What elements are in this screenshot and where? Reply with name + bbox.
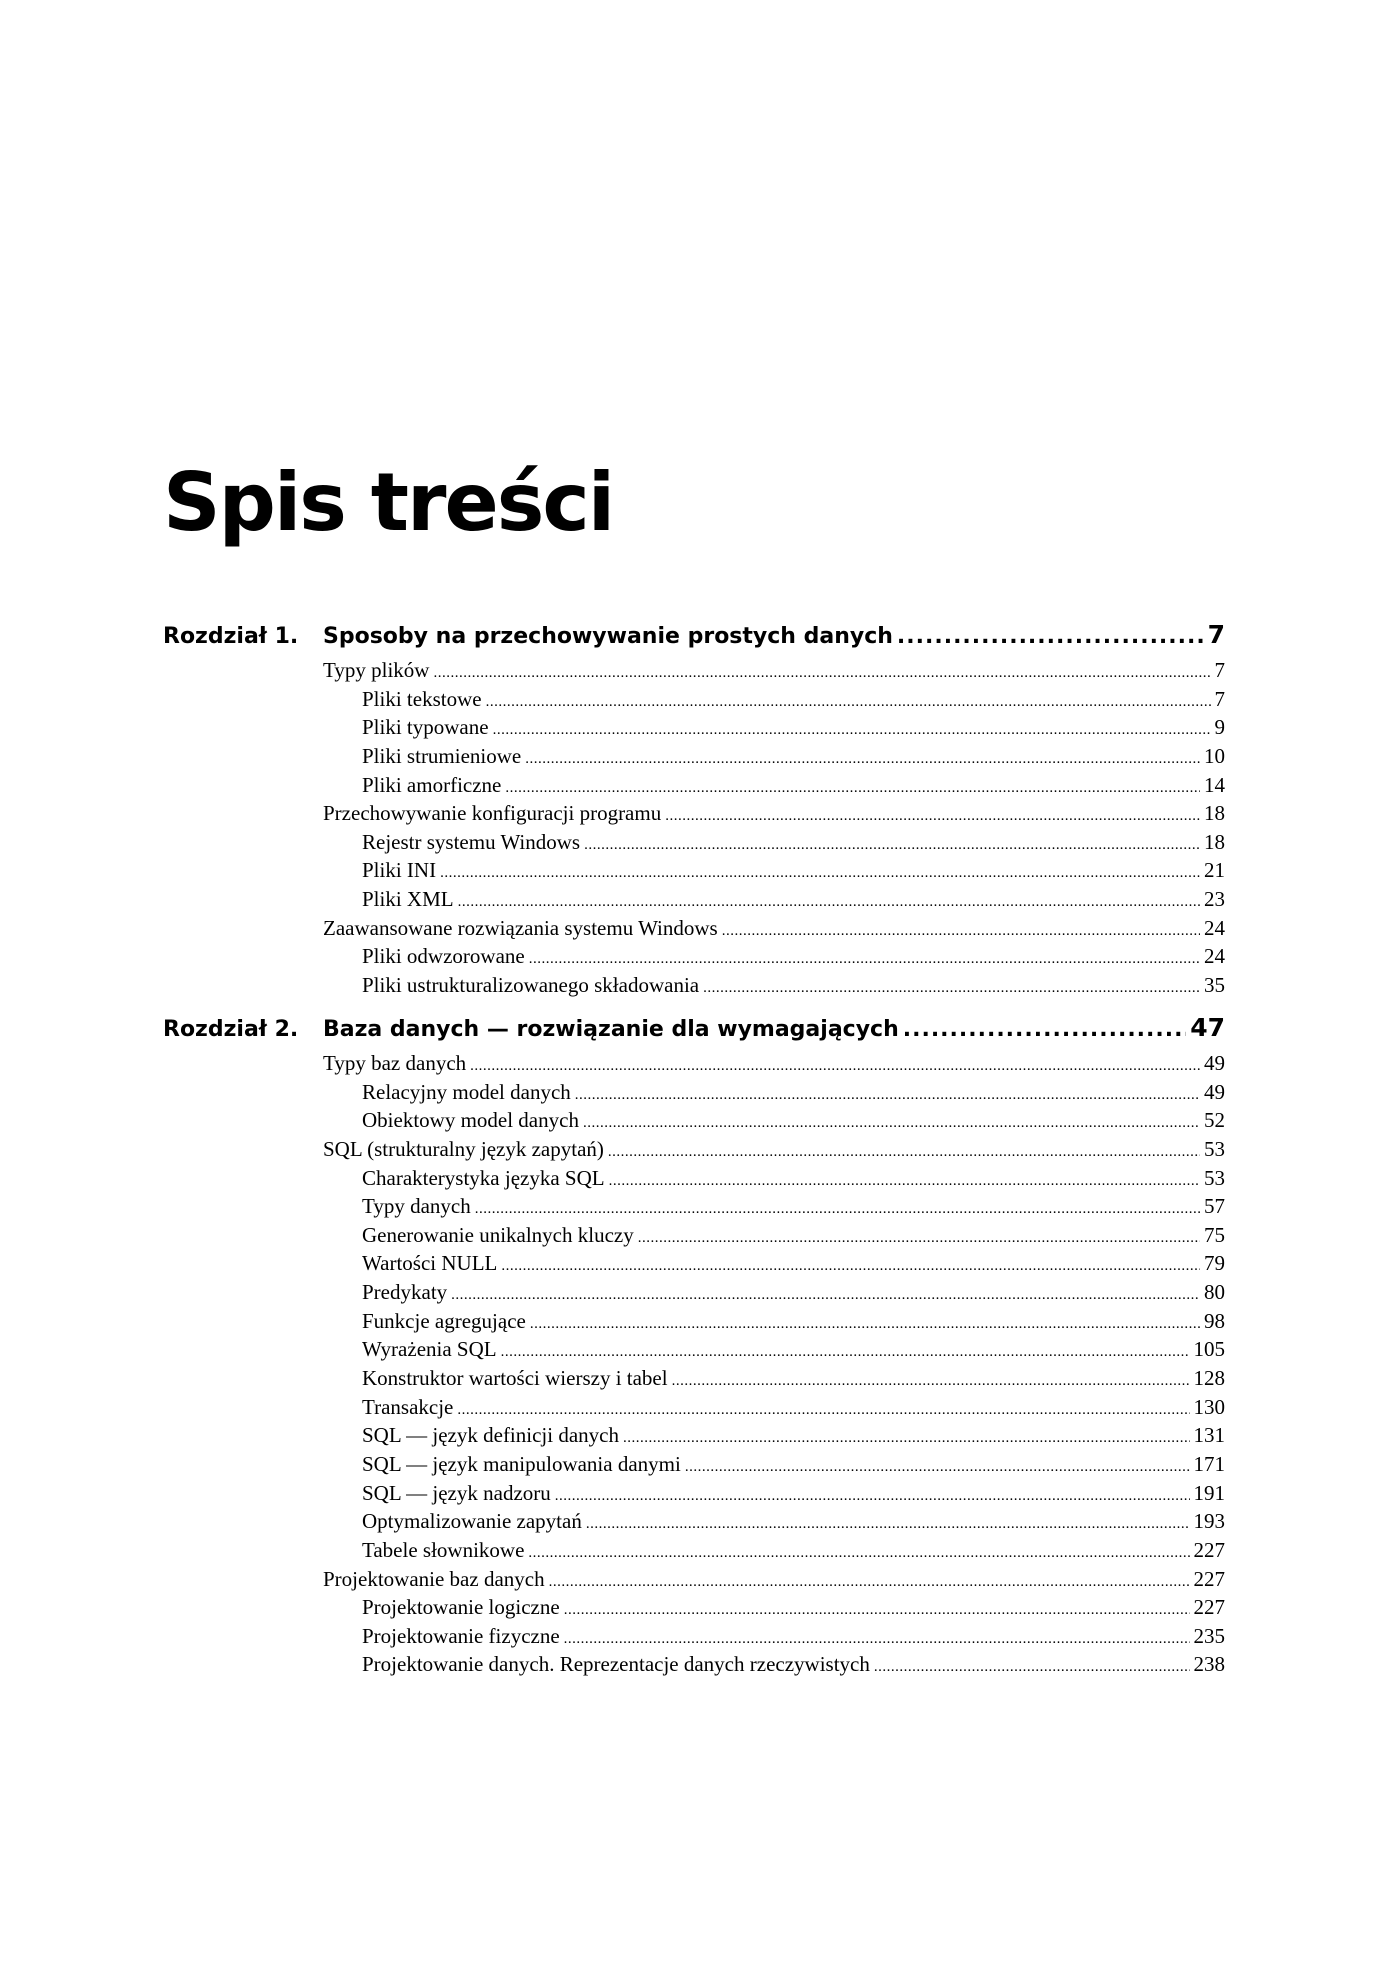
toc-subsection-entry[interactable]	[362, 1652, 1225, 1681]
dot-leader	[623, 1430, 1190, 1447]
dot-leader	[433, 665, 1210, 682]
entry-title: Pliki strumieniowe	[362, 743, 522, 768]
toc-subsection-entry[interactable]	[362, 1108, 1225, 1137]
entry-title: Konstruktor wartości wierszy i tabel	[362, 1366, 668, 1391]
entry-title: SQL — język definicji danych	[362, 1423, 619, 1448]
entry-page-number: 128	[1193, 1366, 1225, 1391]
entry-title: Pliki XML	[362, 887, 454, 912]
toc-subsection-entry[interactable]	[362, 1194, 1225, 1223]
dot-leader	[609, 1173, 1200, 1190]
entry-title: Projektowanie fizyczne	[362, 1623, 560, 1648]
toc-subsection-entry[interactable]	[362, 944, 1225, 973]
entry-title: Obiektowy model danych	[362, 1108, 579, 1133]
entry-page-number: 14	[1204, 772, 1225, 797]
dot-leader	[722, 923, 1200, 940]
dot-leader	[897, 624, 1204, 649]
toc-subsection-entry[interactable]	[362, 1166, 1225, 1195]
toc-subsection-entry[interactable]	[362, 973, 1225, 1002]
entry-title: Predykaty	[362, 1280, 448, 1305]
dot-leader	[475, 1201, 1200, 1218]
toc-subsection-entry[interactable]	[362, 1452, 1225, 1481]
entry-page-number: 9	[1214, 715, 1225, 740]
chapter-page-number: 47	[1190, 1013, 1225, 1042]
entry-page-number: 35	[1204, 973, 1225, 998]
entry-page-number: 21	[1204, 858, 1225, 883]
entry-title: Projektowanie logiczne	[362, 1595, 560, 1620]
toc-subsection-entry[interactable]	[362, 1337, 1225, 1366]
toc-subsection-entry[interactable]	[362, 687, 1225, 716]
entry-page-number: 75	[1204, 1222, 1225, 1247]
entry-page-number: 80	[1204, 1280, 1225, 1305]
toc-section-entry[interactable]	[323, 916, 1225, 945]
entry-page-number: 49	[1204, 1051, 1225, 1075]
entry-title: SQL — język manipulowania danymi	[362, 1451, 681, 1476]
entry-title: SQL (strukturalny język zapytań)	[323, 1136, 604, 1161]
chapter-number: Rozdział 2.	[163, 1017, 299, 1042]
dot-leader	[440, 865, 1200, 882]
entry-page-number: 98	[1204, 1308, 1225, 1333]
entry-page-number: 23	[1204, 887, 1225, 912]
entry-page-number: 130	[1193, 1394, 1225, 1419]
toc-subsection-entry[interactable]	[362, 744, 1225, 773]
entry-page-number: 24	[1204, 944, 1225, 969]
dot-leader	[501, 1258, 1200, 1275]
dot-leader	[564, 1602, 1190, 1619]
toc-subsection-entry[interactable]	[362, 1509, 1225, 1538]
entry-title: Pliki typowane	[362, 715, 489, 740]
dot-leader	[458, 894, 1200, 911]
toc-subsection-entry[interactable]	[362, 1223, 1225, 1252]
entry-title: Przechowywanie konfiguracji programu	[323, 801, 662, 826]
entry-title: Wyrażenia SQL	[362, 1337, 497, 1362]
dot-leader	[486, 694, 1211, 711]
toc-subsection-entry[interactable]	[362, 1538, 1225, 1567]
entry-title: Optymalizowanie zapytań	[362, 1509, 582, 1534]
entry-page-number: 53	[1204, 1136, 1225, 1161]
entry-page-number: 79	[1204, 1251, 1225, 1276]
dot-leader	[903, 1017, 1186, 1042]
entry-page-number: 227	[1193, 1566, 1225, 1591]
chapter-heading[interactable]	[163, 620, 1225, 658]
dot-leader	[501, 1344, 1190, 1361]
dot-leader	[529, 951, 1200, 968]
entry-title: Pliki amorficzne	[362, 772, 502, 797]
dot-leader	[685, 1459, 1190, 1476]
entry-page-number: 18	[1204, 801, 1225, 826]
chapter-2	[163, 1013, 1225, 1681]
toc-subsection-entry[interactable]	[362, 1624, 1225, 1653]
entry-page-number: 18	[1204, 829, 1225, 854]
dot-leader	[586, 1516, 1190, 1533]
toc-subsection-entry[interactable]	[362, 1309, 1225, 1338]
dot-leader	[470, 1058, 1200, 1075]
toc-subsection-entry[interactable]	[362, 1366, 1225, 1395]
toc-subsection-entry[interactable]	[362, 858, 1225, 887]
entry-title: Pliki INI	[362, 858, 437, 883]
toc-subsection-entry[interactable]	[362, 1423, 1225, 1452]
toc-subsection-entry[interactable]	[362, 1280, 1225, 1309]
entry-page-number: 53	[1204, 1165, 1225, 1190]
entry-title: Rejestr systemu Windows	[362, 829, 581, 854]
toc-section-entry[interactable]	[323, 801, 1225, 830]
chapter-page-number: 7	[1207, 620, 1225, 649]
dot-leader	[874, 1659, 1190, 1676]
entry-page-number: 57	[1204, 1194, 1225, 1219]
entry-title: Transakcje	[362, 1394, 454, 1419]
entry-page-number: 131	[1193, 1423, 1225, 1448]
toc-subsection-entry[interactable]	[362, 1395, 1225, 1424]
entry-title: Pliki odwzorowane	[362, 944, 525, 969]
toc-subsection-entry[interactable]	[362, 1080, 1225, 1109]
entry-title: Pliki tekstowe	[362, 686, 482, 711]
toc-subsection-entry[interactable]	[362, 830, 1225, 859]
dot-leader	[564, 1631, 1190, 1648]
dot-leader	[457, 1402, 1189, 1419]
dot-leader	[703, 980, 1200, 997]
toc-subsection-entry[interactable]	[362, 1251, 1225, 1280]
dot-leader	[530, 1316, 1200, 1333]
toc-section-entry[interactable]	[323, 658, 1225, 687]
entry-title: Typy baz danych	[323, 1051, 467, 1075]
toc-section-entry[interactable]	[323, 1051, 1225, 1080]
dot-leader	[638, 1230, 1200, 1247]
entry-title: Typy danych	[362, 1194, 471, 1219]
toc-section-entry[interactable]	[323, 1567, 1225, 1596]
entry-page-number: 105	[1193, 1337, 1225, 1362]
entry-page-number: 171	[1193, 1451, 1225, 1476]
chapter-heading[interactable]	[163, 1013, 1225, 1051]
entry-page-number: 191	[1193, 1480, 1225, 1505]
toc-subsection-entry[interactable]	[362, 1481, 1225, 1510]
entry-page-number: 52	[1204, 1108, 1225, 1133]
dot-leader	[665, 808, 1200, 825]
entry-page-number: 227	[1193, 1595, 1225, 1620]
entry-page-number: 49	[1204, 1079, 1225, 1104]
entry-page-number: 193	[1193, 1509, 1225, 1534]
dot-leader	[525, 751, 1200, 768]
toc-subsection-entry[interactable]	[362, 887, 1225, 916]
dot-leader	[451, 1287, 1200, 1304]
entry-title: Typy plików	[323, 658, 430, 682]
entry-title: Projektowanie baz danych	[323, 1566, 545, 1591]
dot-leader	[555, 1488, 1190, 1505]
entry-title: Tabele słownikowe	[362, 1537, 525, 1562]
dot-leader	[528, 1545, 1189, 1562]
page-title: Spis treści	[163, 456, 614, 549]
dot-leader	[505, 780, 1200, 797]
toc-subsection-entry[interactable]	[362, 715, 1225, 744]
entry-page-number: 227	[1193, 1537, 1225, 1562]
entry-page-number: 238	[1193, 1652, 1225, 1677]
dot-leader	[583, 1115, 1200, 1132]
chapter-entries	[163, 1051, 1225, 1681]
entry-title: Charakterystyka języka SQL	[362, 1165, 605, 1190]
dot-leader	[608, 1144, 1200, 1161]
toc-section-entry[interactable]	[323, 1137, 1225, 1166]
entry-page-number: 10	[1204, 743, 1225, 768]
chapter-title: Sposoby na przechowywanie prostych danych	[323, 624, 893, 649]
chapter-number: Rozdział 1.	[163, 624, 299, 649]
dot-leader	[575, 1087, 1200, 1104]
toc-subsection-entry[interactable]	[362, 1595, 1225, 1624]
entry-page-number: 24	[1204, 915, 1225, 940]
toc-subsection-entry[interactable]	[362, 773, 1225, 802]
chapter-1	[163, 620, 1225, 1002]
entry-title: Relacyjny model danych	[362, 1079, 571, 1104]
entry-title: Projektowanie danych. Reprezentacje danych rzeczywistych	[362, 1652, 870, 1677]
dot-leader	[549, 1574, 1190, 1591]
chapter-title: Baza danych — rozwiązanie dla wymagających	[323, 1017, 899, 1042]
entry-title: Funkcje agregujące	[362, 1308, 526, 1333]
entry-page-number: 7	[1214, 686, 1225, 711]
entry-page-number: 7	[1214, 658, 1225, 682]
entry-title: SQL — język nadzoru	[362, 1480, 551, 1505]
entry-page-number: 235	[1193, 1623, 1225, 1648]
entry-title: Generowanie unikalnych kluczy	[362, 1222, 634, 1247]
entry-title: Zaawansowane rozwiązania systemu Windows	[323, 915, 718, 940]
entry-title: Pliki ustrukturalizowanego składowania	[362, 973, 700, 998]
dot-leader	[584, 837, 1200, 854]
dot-leader	[672, 1373, 1190, 1390]
chapter-entries	[163, 658, 1225, 1002]
entry-title: Wartości NULL	[362, 1251, 498, 1276]
dot-leader	[493, 722, 1211, 739]
